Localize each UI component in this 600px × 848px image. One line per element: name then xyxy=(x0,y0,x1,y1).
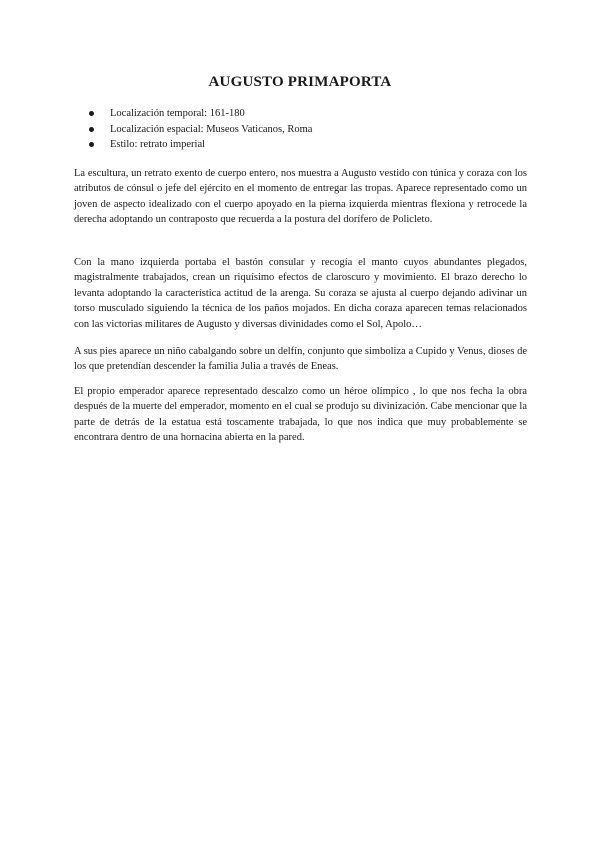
paragraph-drapery: Con la mano izquierda portaba el bastón consular y recogía el manto cuyos abundantes plegados, magistralmente trabajados, crean un riquísimo efectos de claroscuro y movimiento. El brazo derecho lo levanta adoptando la característica actitud de la arenga. Su coraza se ajusta al cuerpo dejando adivinar un torso musculado siguiendo la técnica de los paños mojados. En dicha coraza aparecen temas relacionados con las victorias militares de Augusto y diversas divinidades como el Sol, Apolo… xyxy=(74,257,527,330)
bullet-icon xyxy=(89,111,94,116)
paragraph-cupid: A sus pies aparece un niño cabalgando sobre un delfín, conjunto que simboliza a Cupido y Venus, dioses de los que pretendían descender la familia Julia a través de Eneas. xyxy=(74,346,527,373)
document-title: AUGUSTO PRIMAPORTA xyxy=(208,74,392,90)
list-item-text: Localización espacial: Museos Vaticanos, Roma xyxy=(110,123,313,135)
paragraph-dating: El propio emperador aparece representado descalzo como un héroe olímpico , lo que nos fecha la obra después de la muerte del emperador, momento en el cual se produjo su divinización. Cabe mencionar que la parte de detrás de la estatua está toscamente trabajada, lo que nos indica que muy probablemente se encontrara dentro de una hornacina abierta en la pared. xyxy=(74,386,527,444)
list-item-text: Estilo: retrato imperial xyxy=(110,139,206,150)
list-item xyxy=(88,122,312,138)
paragraph-description: La escultura, un retrato exento de cuerpo entero, nos muestra a Augusto vestido con túnica y coraza con los atributos de cónsul o jefe del ejército en el momento de entregar las tropas. Aparece representado como un joven de aspecto idealizado con el cuerpo apoyado en la pierna izquierda mientras flexiona y retrocede la derecha adoptando un contraposto que recuerda a la postura del dorífero de Policleto. xyxy=(74,168,527,226)
info-list xyxy=(88,106,312,153)
bullet-icon xyxy=(89,127,94,132)
list-item-text: Localización temporal: 161-180 xyxy=(110,108,245,119)
list-item xyxy=(88,106,312,122)
bullet-icon xyxy=(89,142,94,147)
list-item xyxy=(88,137,312,153)
